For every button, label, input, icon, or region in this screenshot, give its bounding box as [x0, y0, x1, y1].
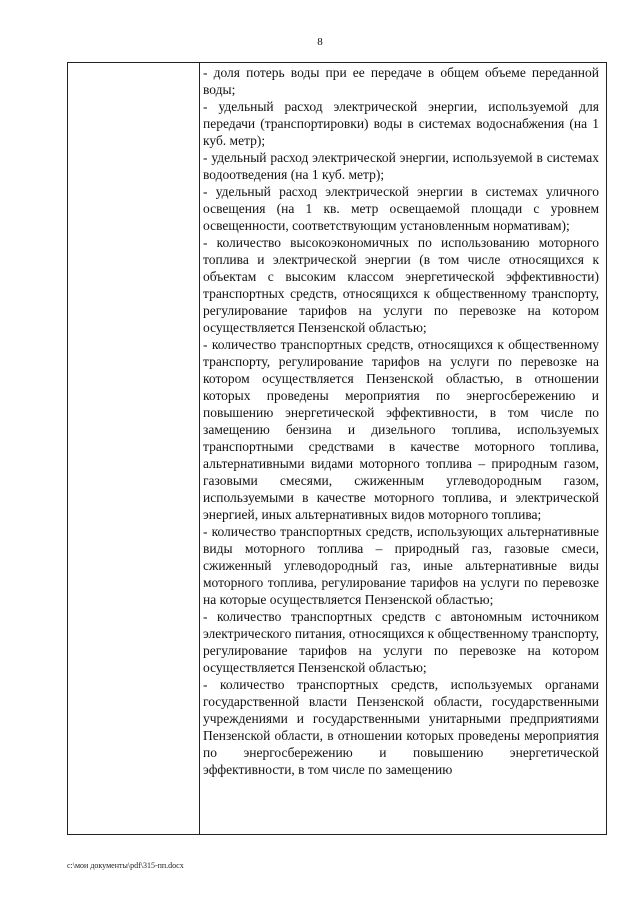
list-item: - количество высокоэкономичных по использованию моторного топлива и электрической энергии (в том числе относящихся к объектам с высоким классом энергетической эффективности) транспортных средств, относящихся к общественному транспорту, регулирование тарифов на услуги по перевозке на котором осуществляется Пензенской областью; [203, 235, 599, 335]
table-right-column [203, 64, 599, 778]
list-item: - количество транспортных средств, относящихся к общественному транспорту, регулирование тарифов на услуги по перевозке на котором осуществляется Пензенской областью, в отношении которых проведены мероприятия по энергосбережению и повышению энергетической эффективности, в том числе по замещению бензина и дизельного топлива, используемых транспортными средствами в качестве моторного топлива, альтернативными видами моторного топлива – природным газом, газовыми смесями, сжиженным углеводородным газом, используемыми в качестве моторного топлива, и электрической энергией, иных альтернативных видов моторного топлива; [203, 337, 599, 522]
list-item: - количество транспортных средств с автономным источником электрического питания, относящихся к общественному транспорту, регулирование тарифов на услуги по перевозке на котором осуществляется Пензенской областью; [203, 609, 599, 675]
list-item: - количество транспортных средств, используемых органами государственной власти Пензенской области, государственными учреждениями и государственными унитарными предприятиями Пензенской области, в отношении которых проведены мероприятия по энергосбережению и повышению энергетической эффективности, в том числе по замещению [203, 677, 599, 777]
list-item: - удельный расход электрической энергии, используемой для передачи (транспортировки) воды в системах водоснабжения (на 1 куб. метр); [203, 99, 599, 148]
list-item: - доля потерь воды при ее передаче в общем объеме переданной воды; [203, 65, 599, 97]
page-number: 8 [317, 36, 323, 48]
list-item: - удельный расход электрической энергии в системах уличного освещения (на 1 кв. метр освещаемой площади с уровнем освещенности, соответствующим установленным нормативам); [203, 184, 599, 233]
list-item: - удельный расход электрической энергии, используемой в системах водоотведения (на 1 куб. метр); [203, 150, 599, 182]
footer-file-path: c:\мои документы\pdf\315-пп.docx [67, 861, 184, 870]
document-table [67, 62, 607, 835]
table-left-column [68, 63, 200, 834]
list-item: - количество транспортных средств, использующих альтернативные виды моторного топлива – природный газ, газовые смеси, сжиженный углеводородный газ, иные альтернативные виды моторного топлива, регулирование тарифов на услуги по перевозке на которые осуществляется Пензенской областью; [203, 524, 599, 607]
